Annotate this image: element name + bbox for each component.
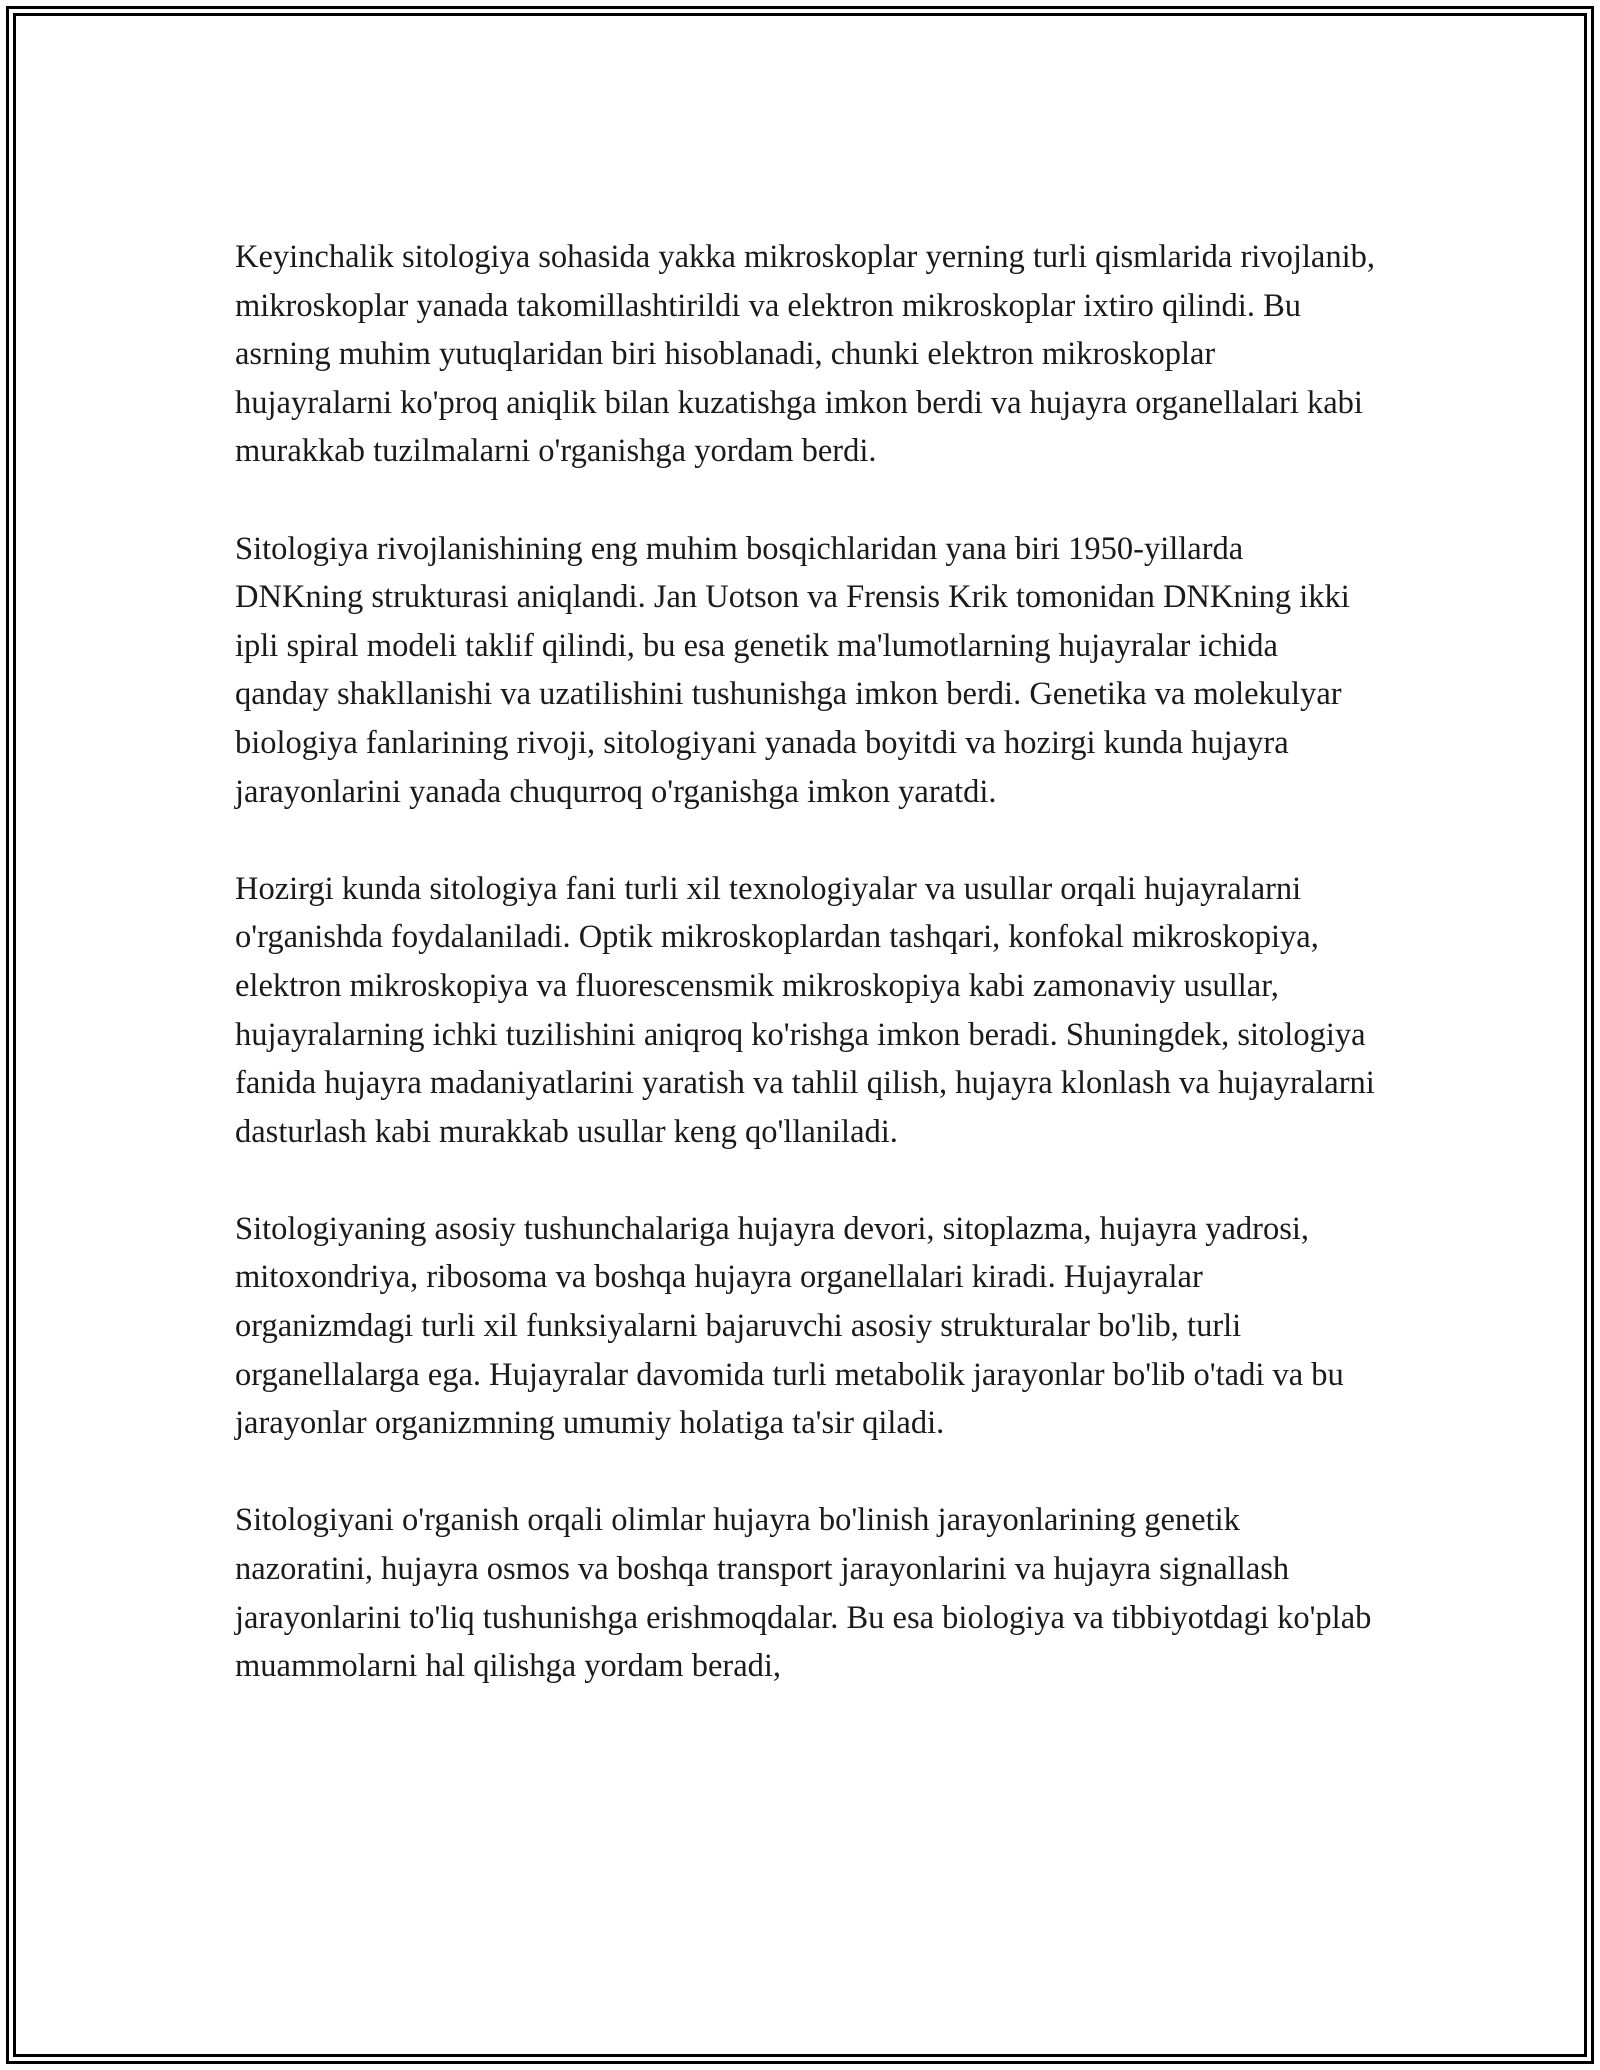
paragraph-5: Sitologiyani o'rganish orqali olimlar hujayra bo'linish jarayonlarining genetik nazoratini, hujayra osmos va boshqa transport jarayonlarini va hujayra signallash jarayonlarini to'liq tushunishga erishmoqdalar. Bu esa biologiya va tibbiyotdagi ko'plab muammolarni hal qilishga yordam beradi,	[235, 1502, 1372, 1685]
paragraph-1: Keyinchalik sitologiya sohasida yakka mikroskoplar yerning turli qismlarida rivojlanib, mikroskoplar yanada takomillashtirildi va elektron mikroskoplar ixtiro qilindi. Bu asrning muhim yutuqlaridan biri hisoblanadi, chunki elektron mikroskoplar hujayralarni ko'proq aniqlik bilan kuzatishga imkon berdi va hujayra organellalari kabi murakkab tuzilmalarni o'rganishga yordam berdi.	[235, 239, 1375, 470]
paragraph-3: Hozirgi kunda sitologiya fani turli xil texnologiyalar va usullar orqali hujayralarni o'rganishda foydalaniladi. Optik mikroskoplardan tashqari, konfokal mikroskopiya, elektron mikroskopiya va fluorescensmik mikroskopiya kabi zamonaviy usullar, hujayralarning ichki tuzilishini aniqroq ko'rishga imkon beradi. Shuningdek, sitologiya fanida hujayra madaniyatlarini yaratish va tahlil qilish, hujayra klonlash va hujayralarni dasturlash kabi murakkab usullar keng qo'llaniladi.	[235, 870, 1375, 1150]
paragraph-4: Sitologiyaning asosiy tushunchalariga hujayra devori, sitoplazma, hujayra yadrosi, mitoxondriya, ribosoma va boshqa hujayra organellalari kiradi. Hujayralar organizmdagi turli xil funksiyalarni bajaruvchi asosiy strukturalar bo'lib, turli organellalarga ega. Hujayralar davomida turli metabolik jarayonlar bo'lib o'tadi va bu jarayonlar organizmning umumiy holatiga ta'sir qiladi.	[235, 1210, 1344, 1442]
document-body	[235, 233, 1375, 1691]
paragraph-2: Sitologiya rivojlanishining eng muhim bosqichlaridan yana biri 1950-yillarda DNKning strukturasi aniqlandi. Jan Uotson va Frensis Krik tomonidan DNKning ikki ipli spiral modeli taklif qilindi, bu esa genetik ma'lumotlarning hujayralar ichida qanday shakllanishi va uzatilishini tushunishga imkon berdi. Genetika va molekulyar biologiya fanlarining rivoji, sitologiyani yanada boyitdi va hozirgi kunda hujayra jarayonlarini yanada chuqurroq o'rganishga imkon yaratdi.	[235, 530, 1350, 810]
